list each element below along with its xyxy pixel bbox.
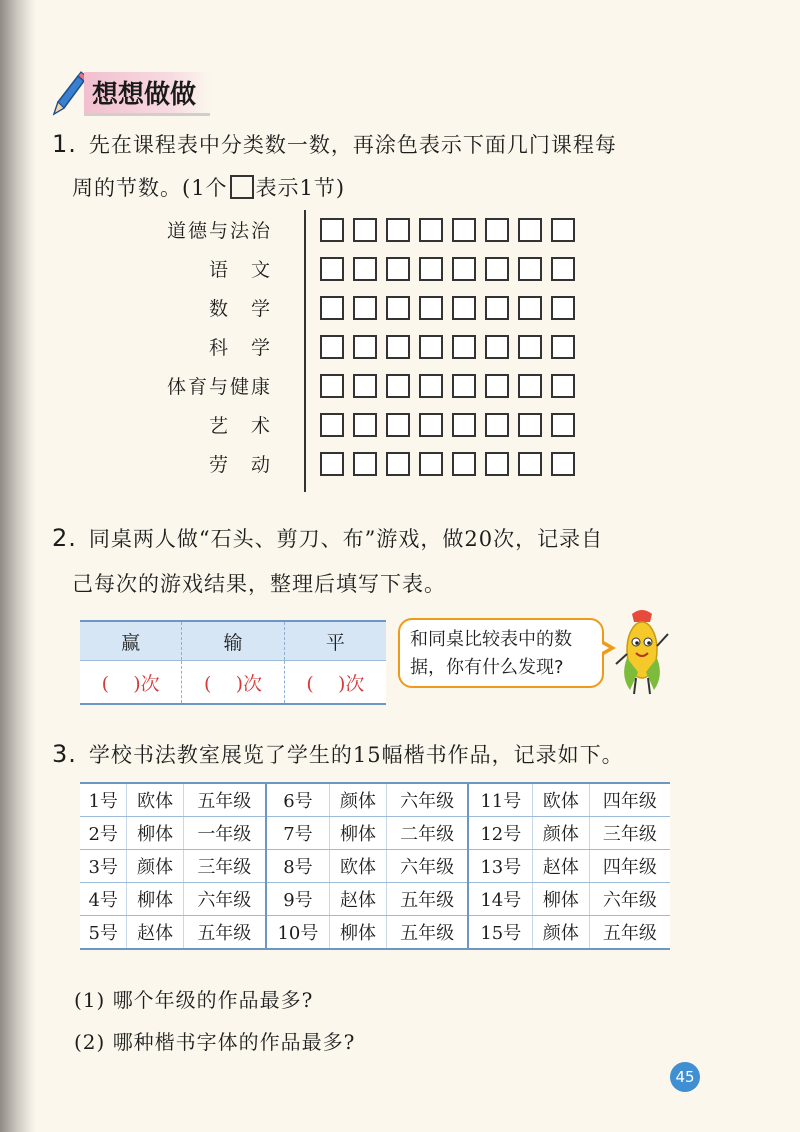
open-paren: (: [203, 672, 212, 695]
color-box[interactable]: [419, 257, 443, 281]
work-style: 欧体: [533, 783, 590, 817]
rps-header-lose: 输: [182, 621, 285, 661]
color-box[interactable]: [485, 413, 509, 437]
q1-line2: [52, 164, 345, 212]
table-row: [80, 883, 670, 916]
work-style: 柳体: [127, 817, 184, 850]
color-box[interactable]: [485, 296, 509, 320]
color-box[interactable]: [419, 374, 443, 398]
color-box[interactable]: [452, 374, 476, 398]
color-box[interactable]: [452, 413, 476, 437]
q3-number: 3.: [52, 740, 77, 768]
q3-text-line1: 学校书法教室展览了学生的15幅楷书作品，记录如下。: [88, 743, 624, 767]
work-grade: 二年级: [386, 817, 468, 850]
color-box[interactable]: [518, 374, 542, 398]
subject-label: 道德与法治: [166, 220, 272, 242]
work-grade: 五年级: [386, 883, 468, 916]
color-box[interactable]: [386, 218, 410, 242]
color-box[interactable]: [386, 296, 410, 320]
subject-label: 科 学: [208, 337, 272, 359]
bubble-tail-inner: [600, 643, 609, 653]
color-box[interactable]: [452, 335, 476, 359]
speech-bubble: [398, 618, 604, 688]
color-box[interactable]: [518, 257, 542, 281]
color-box[interactable]: [320, 257, 344, 281]
color-box[interactable]: [485, 452, 509, 476]
work-number: 10号: [266, 916, 330, 950]
q1-text-line2-pre: 周的节数。(1个: [72, 176, 228, 200]
work-style: 欧体: [330, 850, 387, 883]
work-number: 4号: [80, 883, 127, 916]
color-box[interactable]: [386, 452, 410, 476]
q1-text-line2-post: 表示1节): [255, 176, 346, 200]
corn-mascot-icon: [610, 606, 674, 698]
color-box[interactable]: [386, 257, 410, 281]
work-style: 柳体: [127, 883, 184, 916]
subjects-grid: [160, 210, 600, 500]
color-box[interactable]: [320, 296, 344, 320]
work-grade: 四年级: [589, 783, 670, 817]
work-style: 赵体: [127, 916, 184, 950]
color-box[interactable]: [485, 335, 509, 359]
work-number: 15号: [468, 916, 532, 950]
work-style: 柳体: [330, 916, 387, 950]
work-number: 2号: [80, 817, 127, 850]
bubble-line1: 和同桌比较表中的数: [410, 629, 572, 650]
table-row: [80, 817, 670, 850]
table-row: [80, 850, 670, 883]
pencil-icon: [48, 70, 88, 118]
color-box[interactable]: [551, 413, 575, 437]
rps-header-row: [80, 621, 386, 661]
rps-answer-win[interactable]: [80, 661, 182, 705]
subject-label: 体育与健康: [166, 376, 272, 398]
color-box[interactable]: [353, 335, 377, 359]
color-box[interactable]: [452, 296, 476, 320]
work-grade: 四年级: [589, 850, 670, 883]
color-box[interactable]: [419, 296, 443, 320]
unit-box-icon: [230, 175, 254, 199]
color-box[interactable]: [320, 374, 344, 398]
q3-sub2: (2) 哪种楷书字体的作品最多?: [74, 1030, 356, 1054]
work-style: 颜体: [127, 850, 184, 883]
q3-sub1: (1) 哪个年级的作品最多?: [74, 988, 314, 1012]
rps-header-win: 赢: [80, 621, 182, 661]
work-style: 颜体: [533, 916, 590, 950]
color-box[interactable]: [320, 218, 344, 242]
color-box[interactable]: [551, 452, 575, 476]
q1-number: 1.: [52, 130, 77, 158]
color-box[interactable]: [452, 257, 476, 281]
q3-line1: [52, 730, 624, 779]
color-box[interactable]: [485, 374, 509, 398]
color-box[interactable]: [320, 413, 344, 437]
work-grade: 五年级: [589, 916, 670, 950]
work-number: 12号: [468, 817, 532, 850]
work-grade: 一年级: [183, 817, 265, 850]
q2-line1: [52, 514, 603, 563]
color-box[interactable]: [353, 257, 377, 281]
grid-axis-line: [304, 210, 306, 492]
subject-label: 艺 术: [208, 415, 272, 437]
color-box[interactable]: [518, 452, 542, 476]
work-number: 14号: [468, 883, 532, 916]
work-style: 颜体: [330, 783, 387, 817]
color-box[interactable]: [551, 296, 575, 320]
color-box[interactable]: [419, 452, 443, 476]
color-box[interactable]: [551, 374, 575, 398]
work-grade: 五年级: [183, 783, 265, 817]
color-box[interactable]: [518, 296, 542, 320]
table-row: [80, 916, 670, 950]
book-spine-shadow: [0, 0, 36, 1132]
subject-label: 数 学: [208, 298, 272, 320]
section-header: [48, 70, 210, 118]
work-grade: 六年级: [386, 783, 468, 817]
subject-label: 劳 动: [208, 454, 272, 476]
color-box[interactable]: [353, 374, 377, 398]
close-paren: )次: [235, 672, 262, 695]
color-box[interactable]: [386, 413, 410, 437]
work-grade: 五年级: [183, 916, 265, 950]
color-box[interactable]: [320, 335, 344, 359]
close-paren: )次: [337, 672, 365, 695]
work-number: 6号: [266, 783, 330, 817]
work-style: 赵体: [533, 850, 590, 883]
work-grade: 六年级: [589, 883, 670, 916]
color-box[interactable]: [452, 218, 476, 242]
work-style: 赵体: [330, 883, 387, 916]
subject-label: 语 文: [208, 259, 272, 281]
color-box[interactable]: [485, 257, 509, 281]
work-grade: 六年级: [386, 850, 468, 883]
rps-answer-tie[interactable]: [284, 661, 386, 705]
open-paren: (: [306, 672, 314, 695]
q1-line1: [52, 120, 617, 169]
work-style: 欧体: [127, 783, 184, 817]
work-grade: 三年级: [589, 817, 670, 850]
q2-text-line1: 同桌两人做“石头、剪刀、布”游戏，做20次，记录自: [88, 527, 604, 551]
work-number: 7号: [266, 817, 330, 850]
color-box[interactable]: [320, 452, 344, 476]
color-box[interactable]: [419, 218, 443, 242]
q2-line2: 己每次的游戏结果，整理后填写下表。: [72, 572, 446, 596]
color-box[interactable]: [419, 413, 443, 437]
work-grade: 五年级: [386, 916, 468, 950]
color-box[interactable]: [353, 218, 377, 242]
color-box[interactable]: [485, 218, 509, 242]
section-title: 想想做做: [84, 72, 210, 116]
calligraphy-works-table: [80, 782, 670, 950]
rps-result-table: [80, 620, 386, 705]
work-style: 柳体: [533, 883, 590, 916]
color-box[interactable]: [386, 335, 410, 359]
q1-text-line1: 先在课程表中分类数一数，再涂色表示下面几门课程每: [88, 133, 617, 157]
work-number: 13号: [468, 850, 532, 883]
color-box[interactable]: [518, 335, 542, 359]
color-box[interactable]: [353, 296, 377, 320]
bubble-line2: 据，你有什么发现?: [410, 657, 564, 678]
work-number: 11号: [468, 783, 532, 817]
color-box[interactable]: [419, 335, 443, 359]
open-paren: (: [101, 672, 110, 695]
color-box[interactable]: [551, 335, 575, 359]
color-box[interactable]: [452, 452, 476, 476]
work-number: 5号: [80, 916, 127, 950]
color-box[interactable]: [551, 257, 575, 281]
work-number: 3号: [80, 850, 127, 883]
work-style: 柳体: [330, 817, 387, 850]
work-number: 1号: [80, 783, 127, 817]
color-box[interactable]: [386, 374, 410, 398]
work-number: 8号: [266, 850, 330, 883]
close-paren: )次: [133, 672, 160, 695]
work-number: 9号: [266, 883, 330, 916]
q2-number: 2.: [52, 524, 77, 552]
color-box[interactable]: [551, 218, 575, 242]
color-box[interactable]: [353, 413, 377, 437]
work-grade: 三年级: [183, 850, 265, 883]
work-grade: 六年级: [183, 883, 265, 916]
table-row: [80, 783, 670, 817]
work-style: 颜体: [533, 817, 590, 850]
color-box[interactable]: [518, 218, 542, 242]
page-number: 45: [670, 1062, 700, 1092]
color-box[interactable]: [353, 452, 377, 476]
color-box[interactable]: [518, 413, 542, 437]
rps-answer-row: [80, 661, 386, 705]
rps-header-tie: 平: [284, 621, 386, 661]
rps-answer-lose[interactable]: [182, 661, 285, 705]
